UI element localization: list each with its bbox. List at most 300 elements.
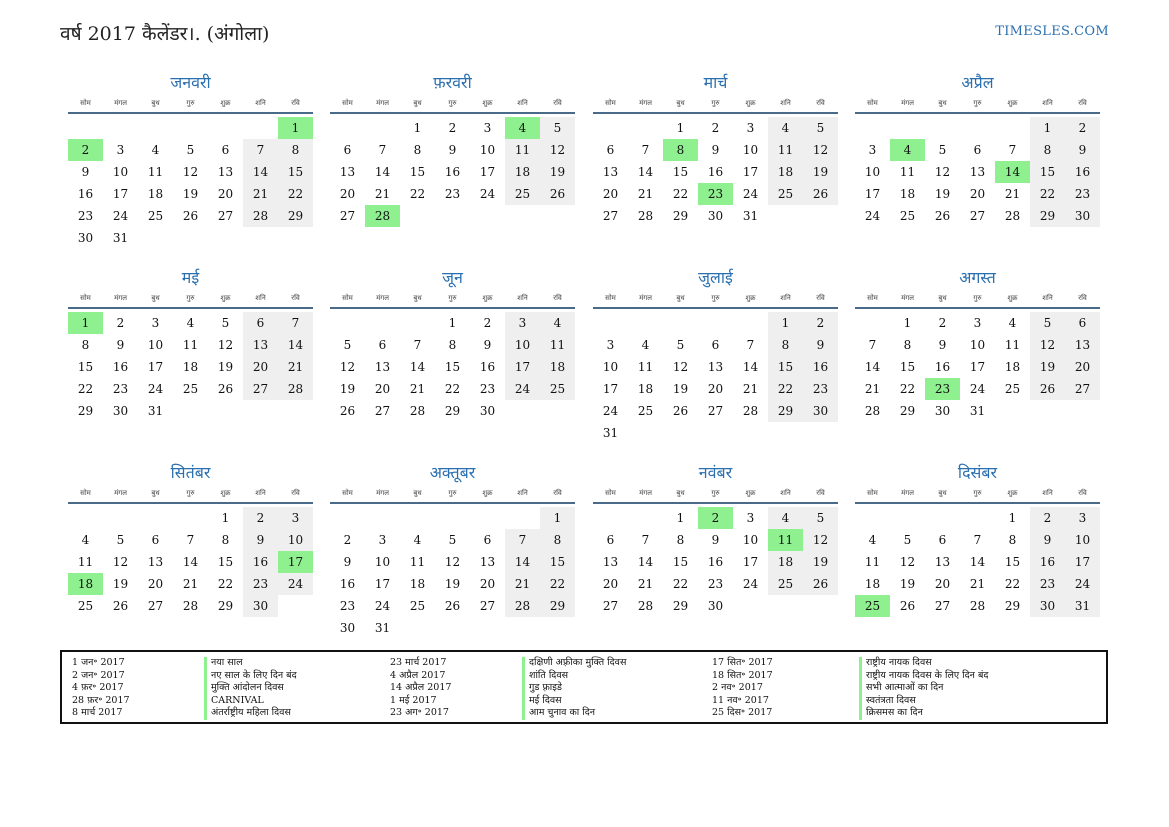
day-cell: 23 (479, 382, 496, 396)
day-cell: 27 (339, 209, 356, 223)
day-cell: 21 (1004, 187, 1021, 201)
day-cell: 5 (186, 143, 195, 157)
day-cell: 1 (1008, 511, 1017, 525)
holiday-day-cell: 2 (68, 139, 103, 161)
day-cell: 3 (1065, 507, 1100, 529)
day-cell: 5 (221, 316, 230, 330)
weekday-label: सोम (80, 98, 91, 107)
day-cell: 6 (221, 143, 230, 157)
day-cell: 7 (1008, 143, 1017, 157)
day-cell: 8 (903, 338, 912, 352)
day-cell: 11 (864, 555, 881, 569)
day-cell: 8 (413, 143, 422, 157)
day-cell: 19 (1030, 356, 1065, 378)
day-cell: 18 (637, 382, 654, 396)
empty-cell (365, 312, 400, 334)
day-cell: 25 (540, 378, 575, 400)
day-cell: 14 (969, 555, 986, 569)
day-cell: 26 (672, 404, 689, 418)
holiday-day-cell: 2 (698, 507, 733, 529)
day-cell: 13 (217, 165, 234, 179)
day-cell: 1 (413, 121, 422, 135)
day-cell: 10 (864, 165, 881, 179)
month-calendar (330, 72, 575, 227)
day-cell: 28 (969, 599, 986, 613)
day-cell: 18 (1004, 360, 1021, 374)
day-cell: 20 (339, 187, 356, 201)
weekday-label: शनि (780, 293, 791, 302)
day-cell: 31 (742, 209, 759, 223)
empty-cell (890, 117, 925, 139)
legend-holiday-name: शांति दिवस (522, 670, 626, 683)
day-cell: 23 (444, 187, 461, 201)
day-cell: 24 (505, 378, 540, 400)
day-cell: 9 (243, 529, 278, 551)
weekday-label: सोम (605, 293, 616, 302)
day-cell: 22 (409, 187, 426, 201)
legend-date: 11 नव॰ 2017 (712, 694, 769, 706)
day-cell: 17 (147, 360, 164, 374)
day-cell: 27 (969, 209, 986, 223)
day-cell: 21 (742, 382, 759, 396)
day-cell: 14 (742, 360, 759, 374)
day-cell: 3 (973, 316, 982, 330)
day-cell: 26 (803, 183, 838, 205)
empty-cell (925, 507, 960, 529)
empty-cell (733, 312, 768, 334)
day-cell: 11 (147, 165, 164, 179)
day-cell: 29 (1030, 205, 1065, 227)
holiday-day-cell: 18 (68, 573, 103, 595)
weekday-label: शनि (517, 488, 528, 497)
weekday-label: शुक्र (745, 98, 756, 107)
day-cell: 27 (479, 599, 496, 613)
month-name: जनवरी (170, 73, 211, 92)
day-cell: 2 (938, 316, 947, 330)
weekday-label: शनि (255, 293, 266, 302)
day-cell: 2 (116, 316, 125, 330)
day-cell: 31 (374, 621, 391, 635)
day-cell: 6 (973, 143, 982, 157)
day-cell: 5 (343, 338, 352, 352)
day-cell: 4 (151, 143, 160, 157)
day-cell: 15 (672, 555, 689, 569)
weekday-label: रवि (291, 293, 300, 302)
day-cell: 14 (409, 360, 426, 374)
page-title: वर्ष 2017 कैलेंडर।. (अंगोला) (60, 23, 270, 45)
weekday-label: मंगल (376, 98, 389, 107)
holiday-day-cell: 4 (505, 117, 540, 139)
day-cell: 22 (672, 187, 689, 201)
day-cell: 8 (448, 338, 457, 352)
day-cell: 25 (768, 573, 803, 595)
day-cell: 16 (77, 187, 94, 201)
weekday-label: मंगल (639, 293, 652, 302)
empty-cell (208, 117, 243, 139)
holiday-day-cell: 25 (855, 595, 890, 617)
day-cell: 2 (448, 121, 457, 135)
day-cell: 23 (243, 573, 278, 595)
weekday-label: गुरु (711, 488, 720, 497)
day-cell: 21 (505, 573, 540, 595)
day-grid (855, 117, 1100, 227)
day-cell: 9 (448, 143, 457, 157)
day-cell: 14 (637, 165, 654, 179)
empty-cell (593, 117, 628, 139)
month-name: नवंबर (698, 463, 733, 482)
day-cell: 3 (116, 143, 125, 157)
day-grid (855, 312, 1100, 422)
day-cell: 22 (77, 382, 94, 396)
day-cell: 11 (505, 139, 540, 161)
day-grid (68, 117, 313, 249)
day-cell: 1 (540, 507, 575, 529)
day-cell: 20 (243, 356, 278, 378)
day-cell: 30 (1030, 595, 1065, 617)
day-cell: 30 (479, 404, 496, 418)
legend-date: 4 फ़र॰ 2017 (72, 682, 124, 694)
day-cell: 19 (934, 187, 951, 201)
day-cell: 27 (374, 404, 391, 418)
day-cell: 26 (182, 209, 199, 223)
legend-date: 28 फ़र॰ 2017 (72, 694, 130, 706)
day-cell: 20 (217, 187, 234, 201)
empty-cell (960, 507, 995, 529)
legend-holiday-name: राष्ट्रीय नायक दिवस के लिए दिन बंद (859, 670, 988, 683)
day-cell: 21 (637, 187, 654, 201)
day-cell: 25 (505, 183, 540, 205)
day-cell: 12 (803, 529, 838, 551)
day-cell: 28 (505, 595, 540, 617)
day-cell: 6 (606, 533, 615, 547)
day-cell: 13 (602, 555, 619, 569)
empty-cell (173, 507, 208, 529)
legend-holiday-name: राष्ट्रीय नायक दिवस (859, 657, 988, 670)
weekday-label: रवि (1078, 98, 1087, 107)
day-cell: 18 (147, 187, 164, 201)
day-cell: 20 (479, 577, 496, 591)
day-cell: 10 (112, 165, 129, 179)
day-cell: 4 (540, 312, 575, 334)
day-cell: 12 (182, 165, 199, 179)
day-cell: 24 (742, 577, 759, 591)
day-cell: 12 (339, 360, 356, 374)
day-cell: 1 (1030, 117, 1065, 139)
day-cell: 13 (969, 165, 986, 179)
month-name: फ़रवरी (433, 73, 472, 92)
legend-date: 1 जन॰ 2017 (72, 657, 125, 668)
legend-holiday-name: दक्षिणी अफ़्रीका मुक्ति दिवस (522, 657, 626, 670)
day-cell: 12 (803, 139, 838, 161)
empty-cell (435, 507, 470, 529)
day-cell: 24 (479, 187, 496, 201)
empty-cell (628, 117, 663, 139)
weekday-label: शुक्र (1007, 488, 1018, 497)
day-cell: 23 (112, 382, 129, 396)
month-name: जुलाई (698, 268, 733, 287)
weekday-label: शुक्र (1007, 293, 1018, 302)
legend-date: 8 मार्च 2017 (72, 707, 123, 719)
day-grid (330, 117, 575, 227)
weekday-header (855, 289, 1100, 309)
weekday-label: बुध (413, 98, 422, 107)
empty-cell (365, 117, 400, 139)
day-cell: 24 (112, 209, 129, 223)
day-cell: 4 (641, 338, 650, 352)
day-cell: 26 (934, 209, 951, 223)
holiday-day-cell: 1 (68, 312, 103, 334)
day-cell: 3 (151, 316, 160, 330)
day-cell: 15 (1030, 161, 1065, 183)
empty-cell (925, 117, 960, 139)
weekday-label: गुरु (186, 488, 195, 497)
empty-cell (138, 507, 173, 529)
month-calendar (68, 72, 313, 249)
weekday-header (855, 484, 1100, 504)
day-cell: 16 (339, 577, 356, 591)
day-cell: 26 (444, 599, 461, 613)
day-cell: 11 (77, 555, 94, 569)
weekday-label: गुरु (711, 293, 720, 302)
weekday-label: रवि (1078, 293, 1087, 302)
day-cell: 5 (676, 338, 685, 352)
day-cell: 4 (81, 533, 90, 547)
day-cell: 20 (934, 577, 951, 591)
day-cell: 24 (278, 573, 313, 595)
weekday-label: शनि (255, 488, 266, 497)
day-cell: 26 (803, 573, 838, 595)
weekday-header (68, 94, 313, 114)
day-cell: 2 (1065, 117, 1100, 139)
day-cell: 23 (1030, 573, 1065, 595)
weekday-label: शनि (1042, 98, 1053, 107)
day-cell: 5 (540, 117, 575, 139)
day-cell: 6 (343, 143, 352, 157)
weekday-label: रवि (553, 293, 562, 302)
day-cell: 3 (483, 121, 492, 135)
day-cell: 10 (969, 338, 986, 352)
day-cell: 18 (864, 577, 881, 591)
day-grid (330, 507, 575, 639)
day-cell: 1 (768, 312, 803, 334)
weekday-label: मंगल (901, 293, 914, 302)
day-cell: 16 (707, 555, 724, 569)
day-cell: 8 (221, 533, 230, 547)
day-cell: 25 (182, 382, 199, 396)
month-name: मई (181, 268, 200, 287)
day-cell: 10 (742, 533, 759, 547)
day-cell: 30 (112, 404, 129, 418)
day-cell: 9 (483, 338, 492, 352)
day-cell: 11 (1004, 338, 1021, 352)
day-cell: 8 (278, 139, 313, 161)
legend-name-column (859, 657, 988, 720)
month-calendar (330, 462, 575, 639)
day-cell: 20 (707, 382, 724, 396)
day-grid (330, 312, 575, 422)
empty-cell (995, 117, 1030, 139)
holiday-day-cell: 8 (663, 139, 698, 161)
day-cell: 30 (243, 595, 278, 617)
holiday-day-cell: 14 (995, 161, 1030, 183)
weekday-label: बुध (413, 293, 422, 302)
legend-holiday-name: गुड फ़्राइडे (522, 682, 626, 695)
day-cell: 1 (903, 316, 912, 330)
day-cell: 17 (479, 165, 496, 179)
day-cell: 13 (243, 334, 278, 356)
empty-cell (138, 117, 173, 139)
weekday-header (593, 484, 838, 504)
weekday-label: शनि (517, 98, 528, 107)
day-cell: 5 (1030, 312, 1065, 334)
day-cell: 23 (339, 599, 356, 613)
weekday-label: मंगल (901, 488, 914, 497)
day-cell: 24 (1065, 573, 1100, 595)
weekday-label: मंगल (114, 488, 127, 497)
day-cell: 11 (768, 139, 803, 161)
day-cell: 6 (378, 338, 387, 352)
day-cell: 18 (768, 161, 803, 183)
day-cell: 20 (969, 187, 986, 201)
day-cell: 16 (707, 165, 724, 179)
legend-date-column (712, 657, 773, 720)
day-cell: 8 (1008, 533, 1017, 547)
day-cell: 13 (374, 360, 391, 374)
day-cell: 16 (934, 360, 951, 374)
empty-cell (330, 312, 365, 334)
legend-date: 14 अप्रैल 2017 (390, 682, 452, 694)
weekday-label: सोम (605, 488, 616, 497)
day-cell: 24 (602, 404, 619, 418)
legend-holiday-name: स्वतंत्रता दिवस (859, 695, 988, 708)
weekday-header (593, 94, 838, 114)
day-cell: 13 (707, 360, 724, 374)
day-cell: 29 (899, 404, 916, 418)
weekday-label: शुक्र (745, 293, 756, 302)
legend-name-column (204, 657, 297, 720)
day-cell: 10 (742, 143, 759, 157)
day-cell: 9 (711, 143, 720, 157)
weekday-label: बुध (676, 293, 685, 302)
day-cell: 28 (278, 378, 313, 400)
day-cell: 19 (339, 382, 356, 396)
day-cell: 19 (803, 161, 838, 183)
day-cell: 14 (637, 555, 654, 569)
day-cell: 23 (77, 209, 94, 223)
day-cell: 20 (374, 382, 391, 396)
legend-holiday-name: अंतर्राष्ट्रीय महिला दिवस (204, 707, 297, 720)
day-cell: 21 (278, 356, 313, 378)
weekday-label: शुक्र (482, 293, 493, 302)
day-cell: 27 (602, 599, 619, 613)
day-cell: 6 (711, 338, 720, 352)
weekday-label: गुरु (186, 293, 195, 302)
day-cell: 16 (1030, 551, 1065, 573)
weekday-header (330, 94, 575, 114)
legend-holiday-name: सभी आत्माओं का दिन (859, 682, 988, 695)
weekday-label: शनि (255, 98, 266, 107)
empty-cell (400, 507, 435, 529)
holiday-day-cell: 4 (890, 139, 925, 161)
day-cell: 26 (899, 599, 916, 613)
weekday-label: शुक्र (745, 488, 756, 497)
day-cell: 1 (676, 511, 685, 525)
day-cell: 7 (973, 533, 982, 547)
empty-cell (855, 312, 890, 334)
day-cell: 6 (938, 533, 947, 547)
weekday-label: गुरु (973, 488, 982, 497)
day-cell: 3 (746, 511, 755, 525)
day-cell: 14 (243, 161, 278, 183)
day-cell: 4 (868, 533, 877, 547)
legend-date-column (72, 657, 130, 720)
day-cell: 15 (672, 165, 689, 179)
day-cell: 19 (217, 360, 234, 374)
day-cell: 5 (938, 143, 947, 157)
day-cell: 14 (505, 551, 540, 573)
day-cell: 9 (803, 334, 838, 356)
day-cell: 10 (1065, 529, 1100, 551)
day-cell: 12 (444, 555, 461, 569)
day-cell: 12 (540, 139, 575, 161)
day-cell: 31 (112, 231, 129, 245)
day-cell: 25 (637, 404, 654, 418)
weekday-label: सोम (80, 488, 91, 497)
day-cell: 27 (934, 599, 951, 613)
weekday-label: रवि (1078, 488, 1087, 497)
day-cell: 30 (1065, 205, 1100, 227)
day-cell: 18 (768, 551, 803, 573)
day-cell: 19 (112, 577, 129, 591)
weekday-header (68, 484, 313, 504)
day-cell: 26 (1030, 378, 1065, 400)
day-cell: 21 (637, 577, 654, 591)
weekday-label: सोम (605, 98, 616, 107)
day-cell: 10 (374, 555, 391, 569)
empty-cell (855, 117, 890, 139)
day-cell: 17 (742, 165, 759, 179)
day-cell: 2 (803, 312, 838, 334)
site-link[interactable]: TIMESLES.COM (995, 24, 1109, 39)
empty-cell (593, 507, 628, 529)
legend-holiday-name: CARNIVAL (204, 695, 297, 708)
day-cell: 2 (343, 533, 352, 547)
weekday-label: गुरु (448, 98, 457, 107)
day-cell: 3 (378, 533, 387, 547)
day-cell: 17 (602, 382, 619, 396)
empty-cell (103, 117, 138, 139)
weekday-label: शुक्र (220, 488, 231, 497)
empty-cell (470, 507, 505, 529)
legend-holiday-name: नया साल (204, 657, 297, 670)
day-cell: 11 (409, 555, 426, 569)
day-cell: 22 (672, 577, 689, 591)
day-cell: 9 (1030, 529, 1065, 551)
day-grid (68, 312, 313, 422)
day-cell: 7 (868, 338, 877, 352)
day-cell: 17 (864, 187, 881, 201)
weekday-label: सोम (342, 488, 353, 497)
day-cell: 18 (899, 187, 916, 201)
day-cell: 1 (221, 511, 230, 525)
day-cell: 31 (602, 426, 619, 440)
day-cell: 8 (1030, 139, 1065, 161)
day-cell: 1 (676, 121, 685, 135)
month-calendar (855, 267, 1100, 422)
day-cell: 30 (707, 209, 724, 223)
month-calendar (855, 72, 1100, 227)
day-cell: 16 (112, 360, 129, 374)
